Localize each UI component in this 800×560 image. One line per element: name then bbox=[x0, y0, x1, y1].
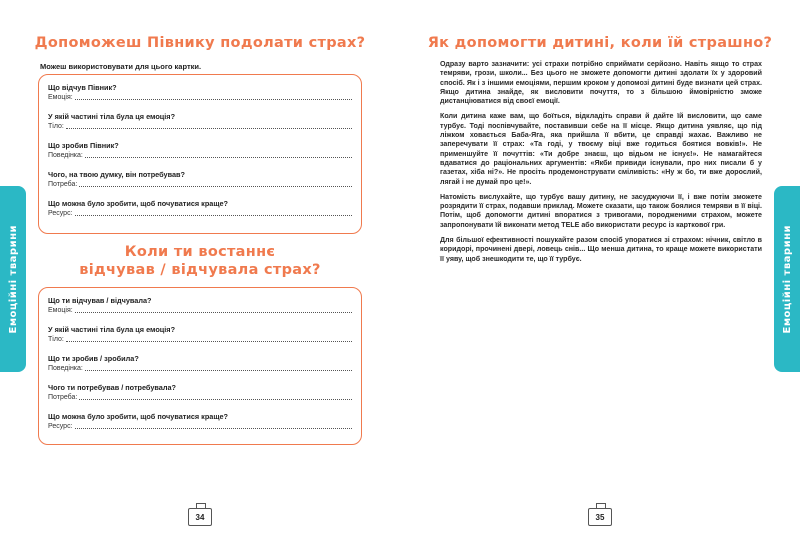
answer-line[interactable] bbox=[79, 394, 352, 400]
paragraph: Натомість вислухайте, що турбує вашу дитину, не засуджуючи її, і вже потім зможете розрядити її страх, подавши приклад. Можете сказати, що також боялися темряви в її віці. Потім, щоб допомогти дитині впоратися з тривогами, породженими страхом, можете запропонувати їй виконати метод TELE або використати ресурс із карткової гри. bbox=[440, 192, 762, 229]
question-text: Що можна було зробити, щоб почуватися краще? bbox=[48, 412, 229, 421]
answer-line[interactable] bbox=[66, 123, 352, 129]
answer-line[interactable] bbox=[79, 181, 352, 187]
section-tab-label: Емоційні тварини bbox=[781, 224, 793, 334]
question-item bbox=[48, 112, 352, 131]
question-text: У якій частині тіла була ця емоція? bbox=[48, 325, 176, 334]
answer-line[interactable] bbox=[85, 365, 352, 371]
section-tab-label: Емоційні тварини bbox=[7, 224, 19, 334]
section-tab[interactable] bbox=[774, 186, 800, 372]
answer-label: Потреба: bbox=[48, 181, 78, 188]
worksheet-box-self bbox=[38, 287, 362, 445]
article-body bbox=[440, 60, 762, 270]
answer-label: Емоція: bbox=[48, 307, 73, 314]
worksheet-box-rooster bbox=[38, 74, 362, 234]
answer-label: Ресурс: bbox=[48, 210, 73, 217]
section-title-line-2: відчував / відчувала страх? bbox=[79, 262, 321, 278]
answer-label: Поведінка: bbox=[48, 365, 83, 372]
question-text: Що можна було зробити, щоб почуватися краще? bbox=[48, 199, 229, 208]
paragraph: Коли дитина каже вам, що боїться, відкладіть справи й дайте їй висловити, що саме турбує. Тоді поспівчувайте, поставивши себе на її місце. Якщо дитина уявляє, що під ліжком ховається Баба-Яга, яка прийшла її вбити, це справді жахає. Важливо не заперечувати її страх: «Та годі, у твоєму віці вже годиться боятися вовків!». Не применшуйте її почуттів: «Ти добре знаєш, що відьом не існує!». Не намагайтеся вдаватися до раціональних аргументів: «Якби привиди існували, про них писали б у газетах, хіба ні?». Не просіть продемонструвати сміливість: «Ну ж бо, ти вже дорослий, лягай і не думай про це!». bbox=[440, 112, 762, 186]
question-item bbox=[48, 199, 352, 218]
paragraph: Для більшої ефективності пошукайте разом спосіб упоратися зі страхом: нічник, світло в коридорі, прочинені двері, ловець снів... Що менша дитина, то краще можете використати її уяву, щоб знешкодити те, що її турбує. bbox=[440, 236, 762, 263]
intro-text: Можеш використовувати для цього картки. bbox=[40, 62, 202, 71]
question-item bbox=[48, 141, 352, 160]
section-title bbox=[0, 243, 400, 279]
right-page bbox=[400, 0, 800, 560]
answer-line[interactable] bbox=[85, 152, 352, 158]
answer-line[interactable] bbox=[75, 210, 352, 216]
question-text: Що ти зробив / зробила? bbox=[48, 354, 139, 363]
page-title: Допоможеш Півнику подолати страх? bbox=[34, 35, 366, 51]
answer-label: Ресурс: bbox=[48, 423, 73, 430]
paragraph: Одразу варто зазначити: усі страхи потрібно сприймати серйозно. Навіть якщо то страх темряви, грози, школи... Без цього не зможете допомогти дитині здолати їх у здоровий спосіб. Як і з іншими емоціями, першим кроком у допомозі дитині буде визнати цей страх. Якщо дитина знайде, як висловити почуття, то з більшою ймовірністю зможе дистанціюватися від своєї емоції. bbox=[440, 60, 762, 106]
section-title-line-1: Коли ти востаннє bbox=[124, 244, 276, 260]
question-text: Що відчув Півник? bbox=[48, 83, 117, 92]
answer-line[interactable] bbox=[75, 94, 352, 100]
question-text: Що ти відчував / відчувала? bbox=[48, 296, 152, 305]
question-item bbox=[48, 412, 352, 431]
question-item bbox=[48, 354, 352, 373]
page-number: 35 bbox=[588, 508, 612, 526]
question-text: Чого, на твою думку, він потребував? bbox=[48, 170, 185, 179]
question-item bbox=[48, 325, 352, 344]
question-text: У якій частині тіла була ця емоція? bbox=[48, 112, 176, 121]
question-text: Чого ти потребував / потребувала? bbox=[48, 383, 177, 392]
question-item bbox=[48, 296, 352, 315]
answer-label: Поведінка: bbox=[48, 152, 83, 159]
page-title: Як допомогти дитині, коли їй страшно? bbox=[427, 35, 773, 51]
answer-line[interactable] bbox=[75, 307, 352, 313]
answer-line[interactable] bbox=[75, 423, 352, 429]
question-item bbox=[48, 170, 352, 189]
question-item bbox=[48, 83, 352, 102]
answer-label: Потреба: bbox=[48, 394, 78, 401]
page-number: 34 bbox=[188, 508, 212, 526]
answer-line[interactable] bbox=[66, 336, 352, 342]
answer-label: Тіло: bbox=[48, 336, 64, 343]
question-item bbox=[48, 383, 352, 402]
section-tab[interactable] bbox=[0, 186, 26, 372]
answer-label: Емоція: bbox=[48, 94, 73, 101]
answer-label: Тіло: bbox=[48, 123, 64, 130]
question-text: Що зробив Півник? bbox=[48, 141, 119, 150]
